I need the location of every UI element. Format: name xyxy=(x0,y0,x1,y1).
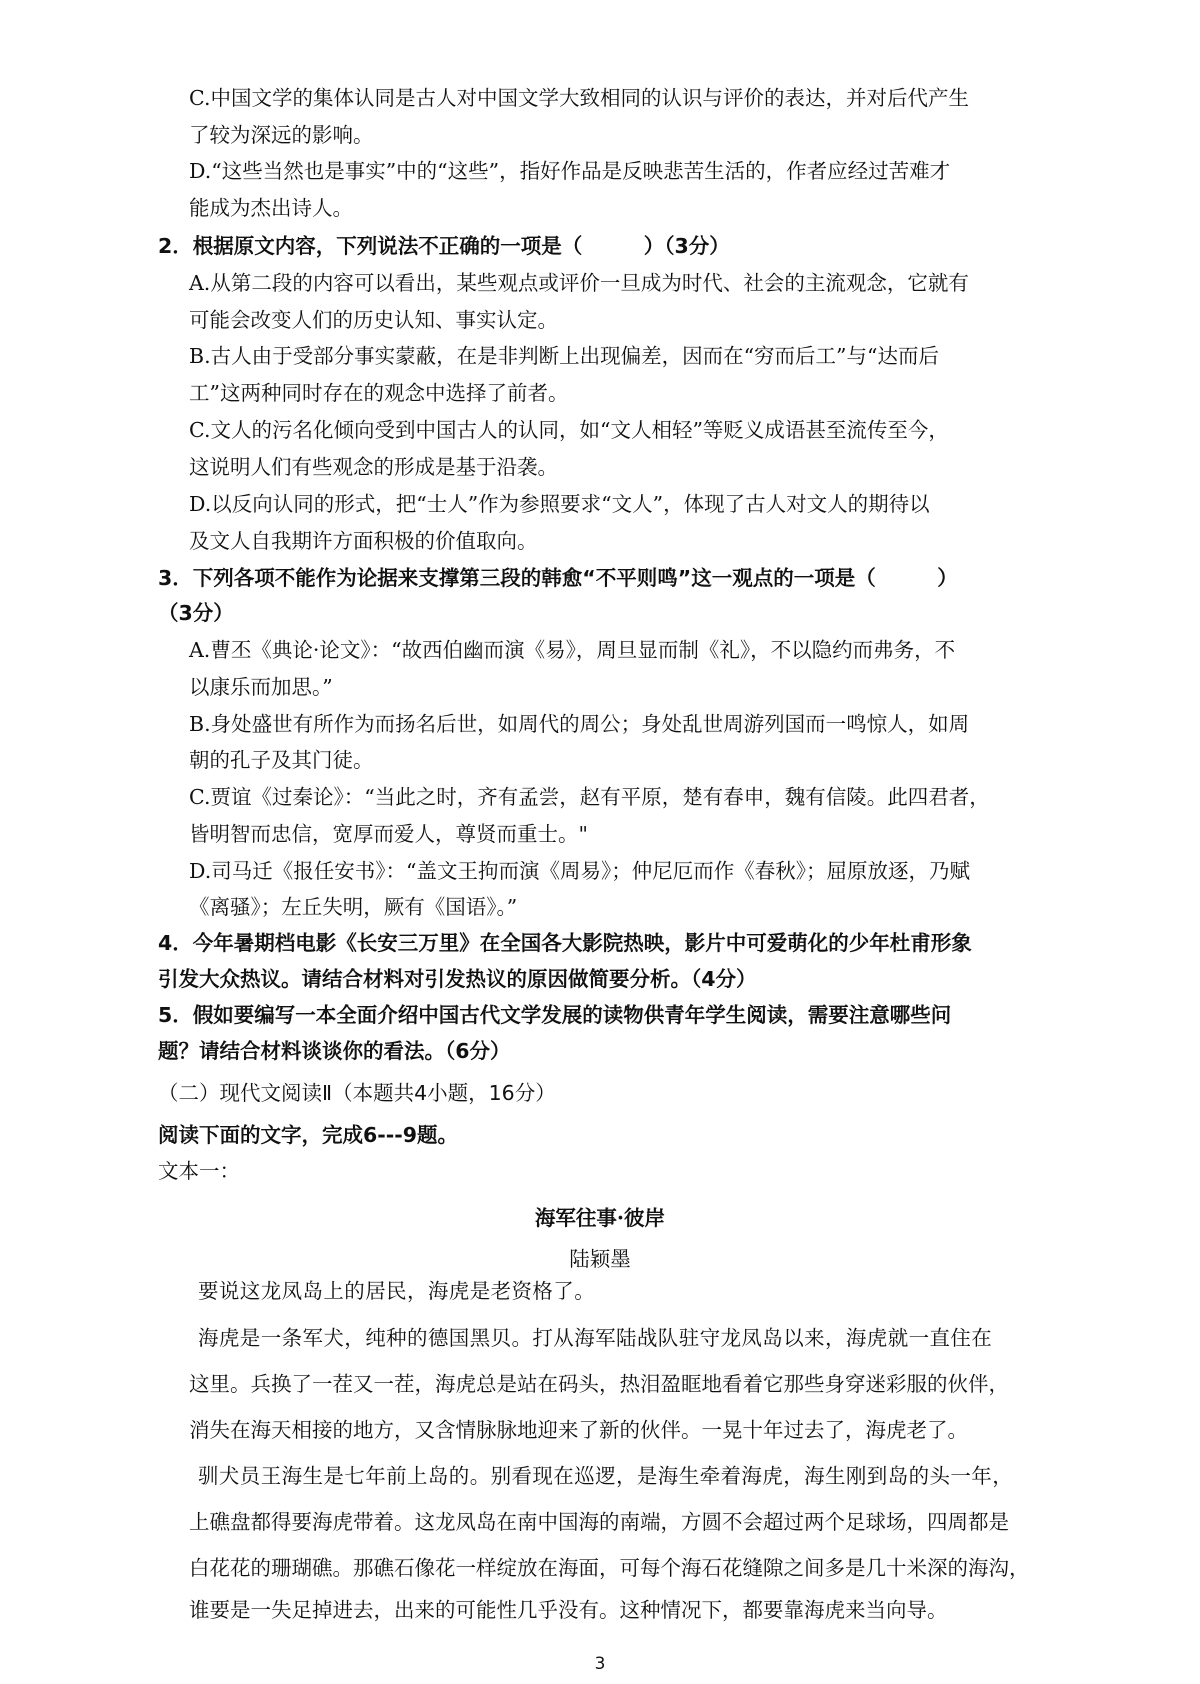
page-number: 3 xyxy=(594,1654,606,1674)
question-2-option-d-cont: 及文人自我期许方面积极的价值取向。 xyxy=(189,529,538,553)
passage-line: 消失在海天相接的地方，又含情脉脉地迎来了新的伙伴。一晃十年过去了，海虎老了。 xyxy=(189,1418,968,1442)
passage-line: 白花花的珊瑚礁。那礁石像花一样绽放在海面，可每个海石花缝隙之间多是几十米深的海沟， xyxy=(189,1556,1030,1580)
question-2-option-a-cont: 可能会改变人们的历史认知、事实认定。 xyxy=(189,308,558,332)
question-3-option-a-cont: 以康乐而加思。” xyxy=(189,675,333,699)
reading-instruction: 阅读下面的文字，完成6---9题。 xyxy=(158,1123,459,1147)
passage-paragraph: 要说这龙凤岛上的居民，海虎是老资格了。 xyxy=(198,1279,596,1303)
question-2-option-c: C.文人的污名化倾向受到中国古人的认同，如“文人相轻”等贬义成语甚至流传至今， xyxy=(189,418,949,442)
text-one-label: 文本一： xyxy=(158,1159,240,1183)
question-1-option-d: D.“这些当然也是事实”中的“这些”，指好作品是反映悲苦生活的，作者应经过苦难才 xyxy=(189,159,951,183)
passage-paragraph: 驯犬员王海生是七年前上岛的。别看现在巡逻，是海生牵着海虎，海生刚到岛的头一年， xyxy=(198,1464,1014,1488)
question-5-stem-cont: 题？请结合材料谈谈你的看法。（6分） xyxy=(158,1039,511,1063)
question-1-option-c-cont: 了较为深远的影响。 xyxy=(189,123,374,147)
question-2-option-b-cont: 工”这两种同时存在的观念中选择了前者。 xyxy=(189,381,569,405)
question-3-option-a: A.曹丕《典论·论文》：“故西伯幽而演《易》，周旦显而制《礼》，不以隐约而弗务，不 xyxy=(189,638,956,662)
question-4-stem-cont: 引发大众热议。请结合材料对引发热议的原因做简要分析。（4分） xyxy=(158,967,757,991)
question-2-option-d: D.以反向认同的形式，把“士人”作为参照要求“文人”，体现了古人对文人的期待以 xyxy=(189,492,930,516)
question-3-option-b: B.身处盛世有所作为而扬名后世，如周代的周公；身处乱世周游列国而一鸣惊人，如周 xyxy=(189,712,970,736)
question-5-stem: 5．假如要编写一本全面介绍中国古代文学发展的读物供青年学生阅读，需要注意哪些问 xyxy=(158,1003,952,1027)
question-3-option-d-cont: 《离骚》；左丘失明，厥有《国语》。” xyxy=(189,895,518,919)
question-3-option-c-cont: 皆明智而忠信，宽厚而爱人，尊贤而重士。" xyxy=(189,822,588,846)
question-3-option-b-cont: 朝的孔子及其门徒。 xyxy=(189,748,374,772)
question-3-score: （3分） xyxy=(158,601,234,625)
question-2-option-a: A.从第二段的内容可以看出，某些观点或评价一旦成为时代、社会的主流观念，它就有 xyxy=(189,271,969,295)
question-2-stem: 2．根据原文内容，下列说法不正确的一项是（ ）（3分） xyxy=(158,234,730,258)
passage-paragraph: 海虎是一条军犬，纯种的德国黑贝。打从海军陆战队驻守龙凤岛以来，海虎就一直住在 xyxy=(198,1326,993,1350)
question-1-option-c: C.中国文学的集体认同是古人对中国文学大致相同的认识与评价的表达，并对后代产生 xyxy=(189,86,969,110)
section-heading: （二）现代文阅读Ⅱ（本题共4小题，16分） xyxy=(158,1081,556,1105)
passage-line: 上礁盘都得要海虎带着。这龙凤岛在南中国海的南端，方圆不会超过两个足球场，四周都是 xyxy=(189,1510,1009,1534)
passage-title: 海军往事·彼岸 xyxy=(534,1206,666,1230)
question-2-option-b: B.古人由于受部分事实蒙蔽，在是非判断上出现偏差，因而在“穷而后工”与“达而后 xyxy=(189,344,940,368)
question-3-option-c: C.贾谊《过秦论》：“当此之时，齐有孟尝，赵有平原，楚有春申，魏有信陵。此四君者， xyxy=(189,785,990,809)
passage-line: 谁要是一失足掉进去，出来的可能性几乎没有。这种情况下，都要靠海虎来当向导。 xyxy=(189,1598,948,1622)
question-2-option-c-cont: 这说明人们有些观念的形成是基于沿袭。 xyxy=(189,455,558,479)
question-4-stem: 4．今年暑期档电影《长安三万里》在全国各大影院热映，影片中可爱萌化的少年杜甫形象 xyxy=(158,931,972,955)
question-3-option-d: D.司马迁《报任安书》：“盖文王拘而演《周易》；仲尼厄而作《春秋》；屈原放逐，乃赋 xyxy=(189,859,970,883)
passage-line: 这里。兵换了一茬又一茬，海虎总是站在码头，热泪盈眶地看着它那些身穿迷彩服的伙伴， xyxy=(189,1372,1009,1396)
passage-author: 陆颖墨 xyxy=(569,1247,631,1271)
question-1-option-d-cont: 能成为杰出诗人。 xyxy=(189,196,353,220)
question-3-stem: 3．下列各项不能作为论据来支撑第三段的韩愈“不平则鸣”这一观点的一项是（ ） xyxy=(158,566,958,590)
